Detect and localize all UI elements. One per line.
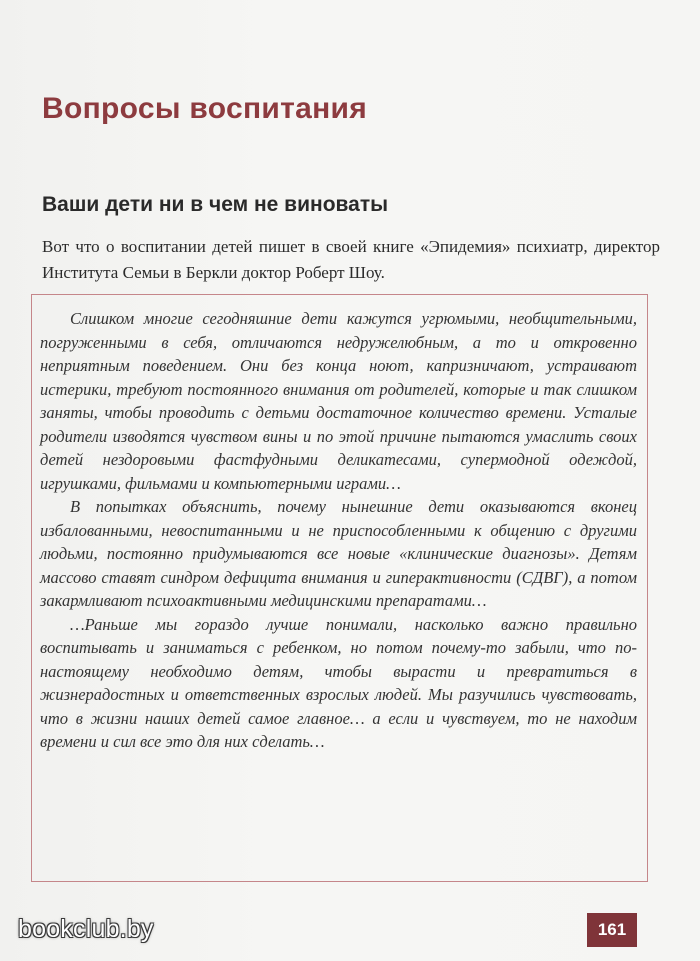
watermark: bookclub.by [18,915,154,943]
quote-paragraph: …Раньше мы гораздо лучше понимали, насколько важно правильно воспитывать и заниматься с ребенком, но потом почему-то забыли, что по-настоящему необходимо детям, чтобы вырасти и превратиться в жизнерадостных и ответственных взрослых людей. Мы разучились чувствовать, что в жизни наших детей самое главное… а если и чувствуем, то не находим времени и сил все это для них сделать… [40,614,637,751]
chapter-title: Вопросы воспитания [42,92,368,125]
page-number: 161 [587,913,637,947]
intro-paragraph: Вот что о воспитании детей пишет в своей книге «Эпидемия» психиатр, директор Института Семьи в Беркли доктор Роберт Шоу. [42,237,660,282]
quote-paragraph: В попытках объяснить, почему нынешние дети оказываются вконец избалованными, невоспитанными и не приспособленными к общению с другими людьми, постоянно придумываются все новые «клинические диагнозы». Детям массово ставят синдром дефицита внимания и гиперактивности (СДВГ), а потом закармливают психоактивными медицинскими препаратами… [40,497,637,610]
quote-paragraph: Слишком многие сегодняшние дети кажутся угрюмыми, необщительными, погруженными в себя, отличаются недружелюбным, а то и откровенно неприятным поведением. Они без конца ноют, капризничают, устраивают истерики, требуют постоянного внимания от родителей, которые и так слишком заняты, чтобы проводить с детьми достаточное количество времени. Усталые родители изводятся чувством вины и по этой причине пытаются умаслить своих детей нездоровыми фастфудными деликатесами, супермодной одеждой, игрушками, фильмами и компьютерными играми… [40,309,637,493]
quote-block [40,307,637,754]
section-title: Ваши дети ни в чем не виноваты [42,193,389,216]
